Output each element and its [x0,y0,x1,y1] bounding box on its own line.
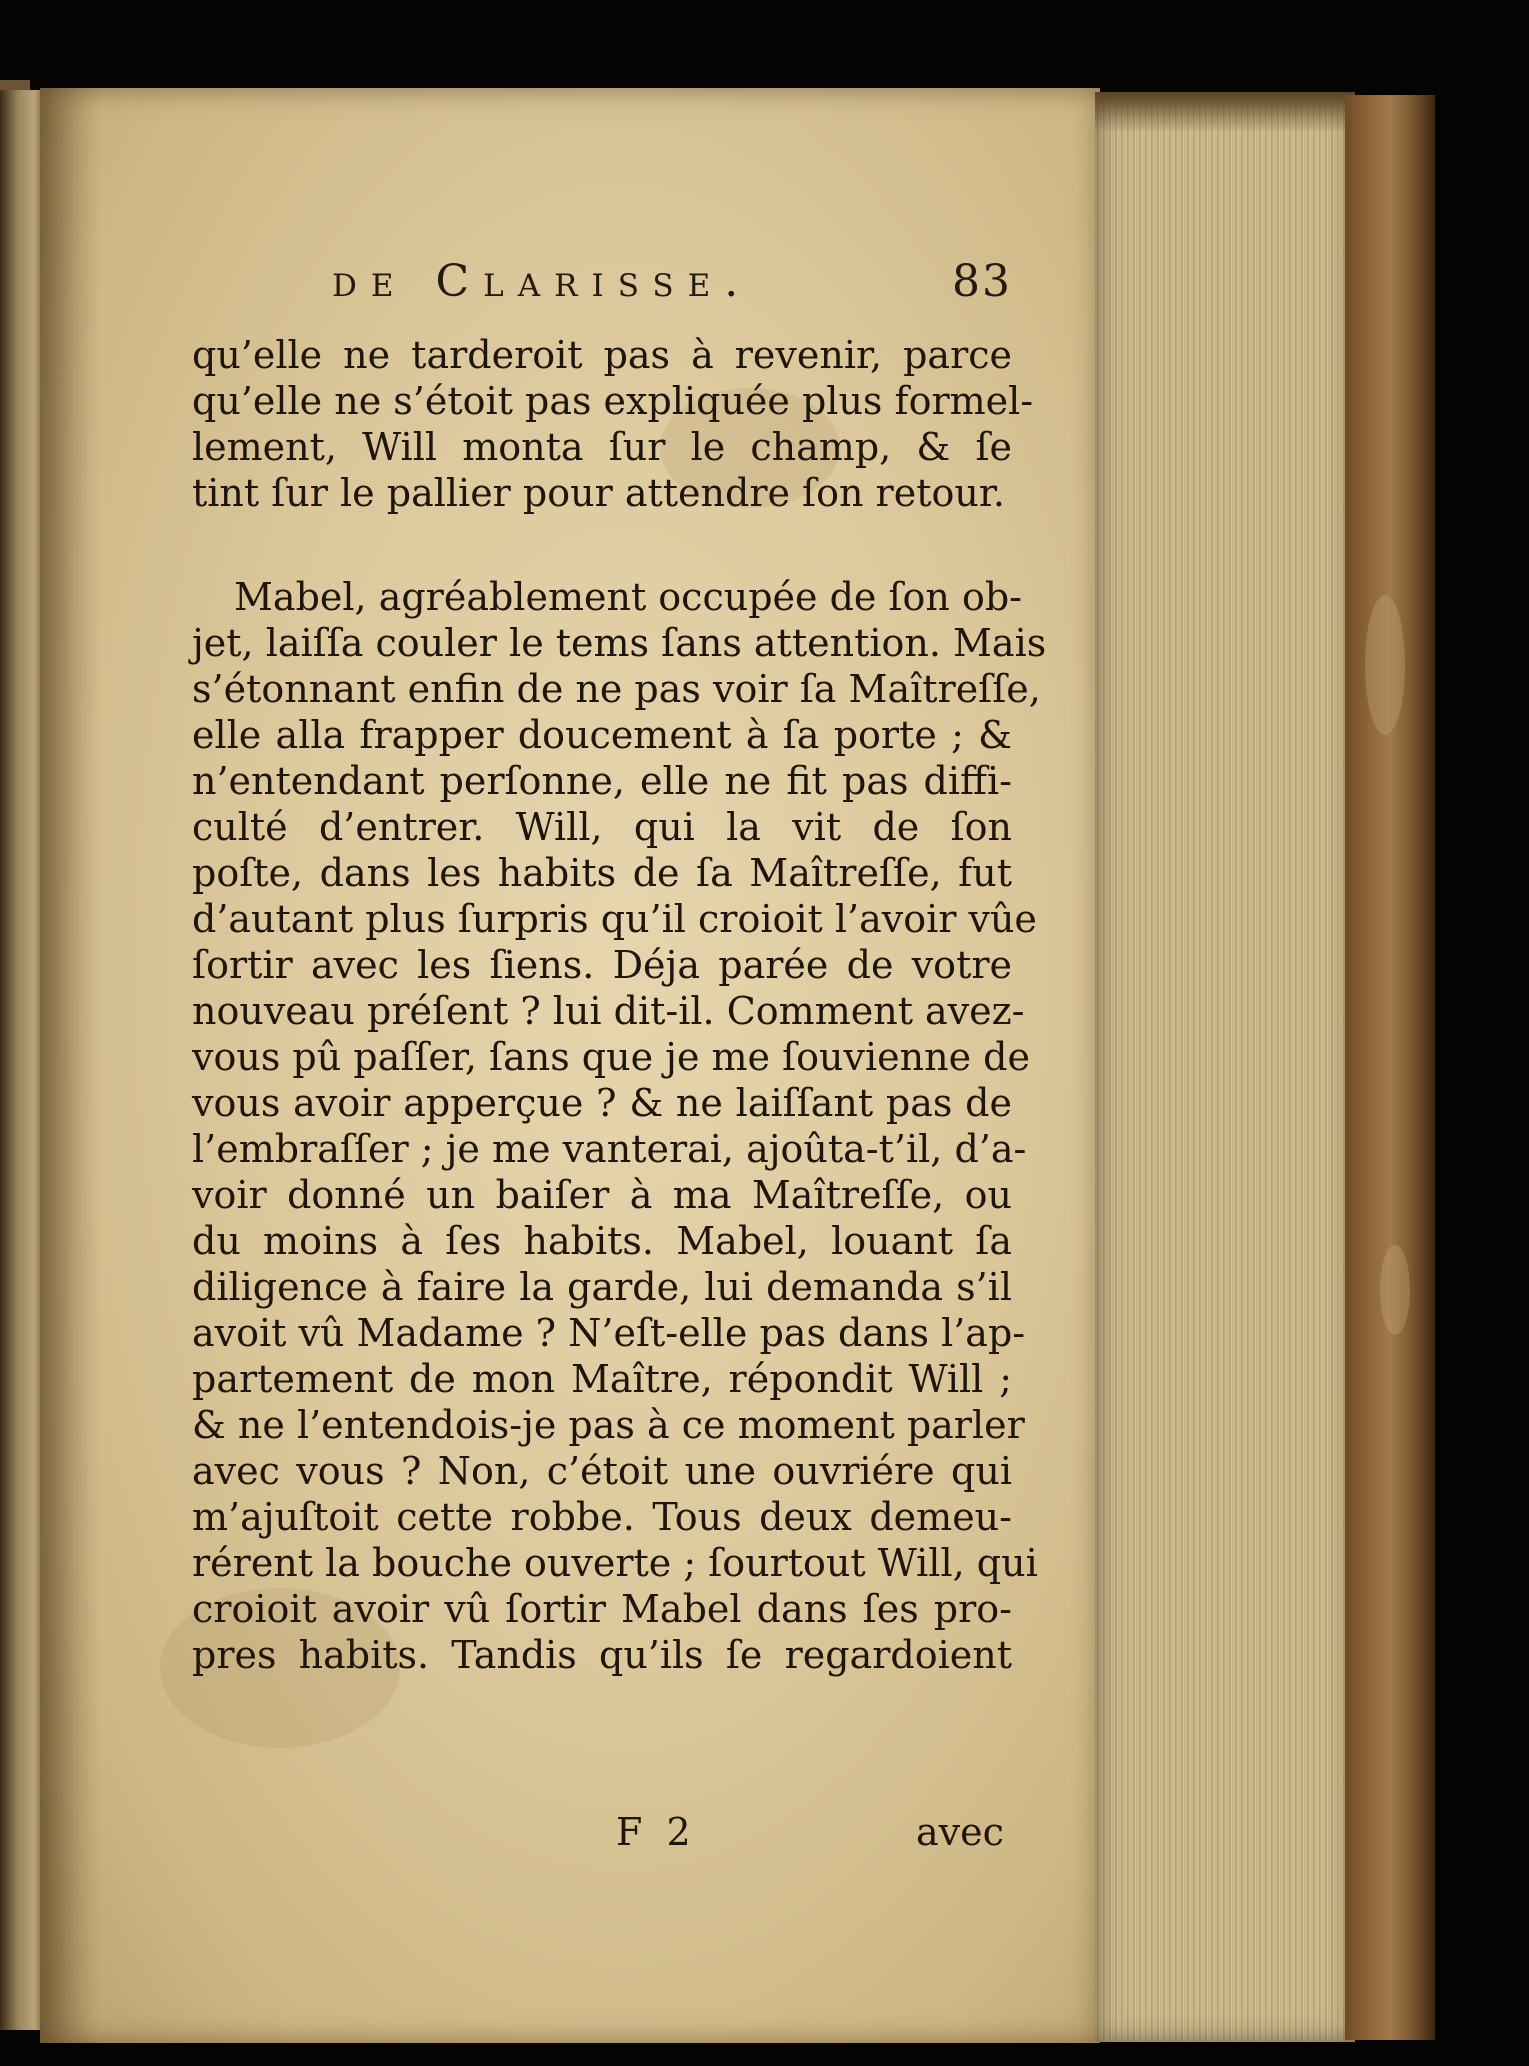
text-line: l’embraſſer ; je me vanterai, ajoûta-t’il, d’a- [192,1127,1027,1171]
paragraph [192,574,1047,1678]
text-line: d’autant plus ſurpris qu’il croioit l’avoir vûe [192,897,1037,941]
text-line: voir donné un baiſer à ma Maîtreſſe, ou [192,1173,1012,1217]
text-line: rérent la bouche ouverte ; ſourtout Will, qui [192,1541,1038,1585]
text-line: culté d’entrer. Will, qui la vit de ſon [192,805,1012,849]
text-line: n’entendant perſonne, elle ne fit pas diffi- [192,759,1012,803]
text-line: jet, laiſſa couler le tems ſans attention. Mais [192,621,1047,665]
text-line: pres habits. Tandis qu’ils ſe regardoient [192,1633,1012,1677]
text-line: poſte, dans les habits de ſa Maîtreſſe, fut [192,851,1012,895]
signature-mark: F 2 [616,1810,697,1854]
text-line: avoit vû Madame ? N’eſt-elle pas dans l’ap- [192,1311,1026,1355]
text-line: Mabel, agréablement occupée de ſon ob- [234,575,1023,619]
page-number: 83 [952,256,1012,307]
page-block-shadow [1095,92,1355,132]
text-line: partement de mon Maître, répondit Will ; [192,1357,1012,1401]
text-line: & ne l’entendois-je pas à ce moment parler [192,1403,1025,1447]
paragraph [192,332,1034,516]
text-line: lement, Will monta ſur le champ, & ſe [192,425,1012,469]
text-line: m’ajuſtoit cette robbe. Tous deux demeu- [192,1495,1012,1539]
text-line: nouveau préſent ? lui dit-il. Comment avez- [192,989,1025,1033]
text-line: qu’elle ne s’étoit pas expliquée plus formel- [192,379,1034,423]
text-line: tint ſur le pallier pour attendre ſon retour. [192,471,1005,515]
catchword: avec [916,1810,1004,1854]
text-line: elle alla frapper doucement à ſa porte ; & [192,713,1012,757]
text-line: ſortir avec les ſiens. Déja parée de votre [192,943,1012,987]
text-line: diligence à faire la garde, lui demanda s’il [192,1265,1012,1309]
text-line: avec vous ? Non, c’étoit une ouvriére qui [192,1449,1012,1493]
text-line: vous avoir apperçue ? & ne laiſſant pas de [192,1081,1012,1125]
book-page [40,88,1100,2043]
running-title: de Clarisse. [332,256,753,307]
page-block-fore-edge [1095,92,1355,2042]
text-line: vous pû paſſer, ſans que je me ſouvienne de [192,1035,1030,1079]
leather-cover [1345,95,1435,2040]
text-line: croioit avoir vû ſortir Mabel dans ſes pro- [192,1587,1012,1631]
text-line: du moins à ſes habits. Mabel, louant ſa [192,1219,1012,1263]
body-text [192,332,1047,1678]
text-line: qu’elle ne tarderoit pas à revenir, parce [192,333,1012,377]
text-line: s’étonnant enfin de ne pas voir ſa Maîtreſſe, [192,667,1041,711]
